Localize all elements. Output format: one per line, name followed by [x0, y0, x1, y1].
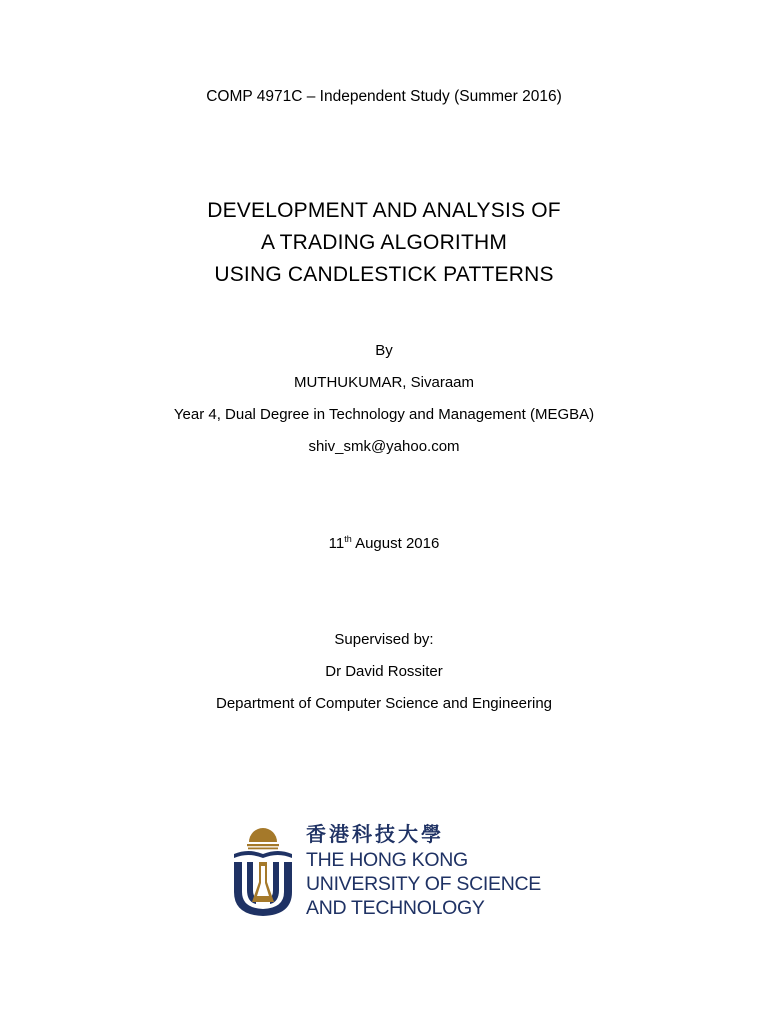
- title-line-3: USING CANDLESTICK PATTERNS: [214, 263, 554, 286]
- logo-english-line-3: AND TECHNOLOGY: [306, 897, 485, 919]
- logo-english-line-1: THE HONG KONG: [306, 849, 468, 871]
- date-month-year: August 2016: [351, 535, 440, 552]
- hkust-logo-text: [306, 820, 556, 920]
- logo-chinese-name: 香港科技大學: [306, 822, 444, 846]
- supervised-by-label: Supervised by:: [334, 631, 434, 648]
- date-day-suffix: th: [344, 534, 352, 544]
- author-name: MUTHUKUMAR, Sivaraam: [293, 374, 474, 391]
- course-info: COMP 4971C – Independent Study (Summer 2016): [206, 88, 562, 105]
- title-line-2: A TRADING ALGORITHM: [260, 231, 508, 254]
- hkust-logo: [230, 820, 550, 920]
- title-line-1: DEVELOPMENT AND ANALYSIS OF: [207, 199, 561, 222]
- date-day: 11: [328, 535, 345, 552]
- author-program: Year 4, Dual Degree in Technology and Management (MEGBA): [173, 406, 595, 423]
- report-date: [0, 535, 768, 552]
- logo-english-line-2: UNIVERSITY OF SCIENCE: [306, 873, 541, 895]
- by-label: By: [375, 342, 393, 359]
- supervisor-name: Dr David Rossiter: [325, 663, 443, 680]
- author-email: shiv_smk@yahoo.com: [308, 438, 460, 455]
- hkust-emblem-icon: [230, 822, 296, 918]
- department-name: Department of Computer Science and Engineering: [215, 695, 553, 712]
